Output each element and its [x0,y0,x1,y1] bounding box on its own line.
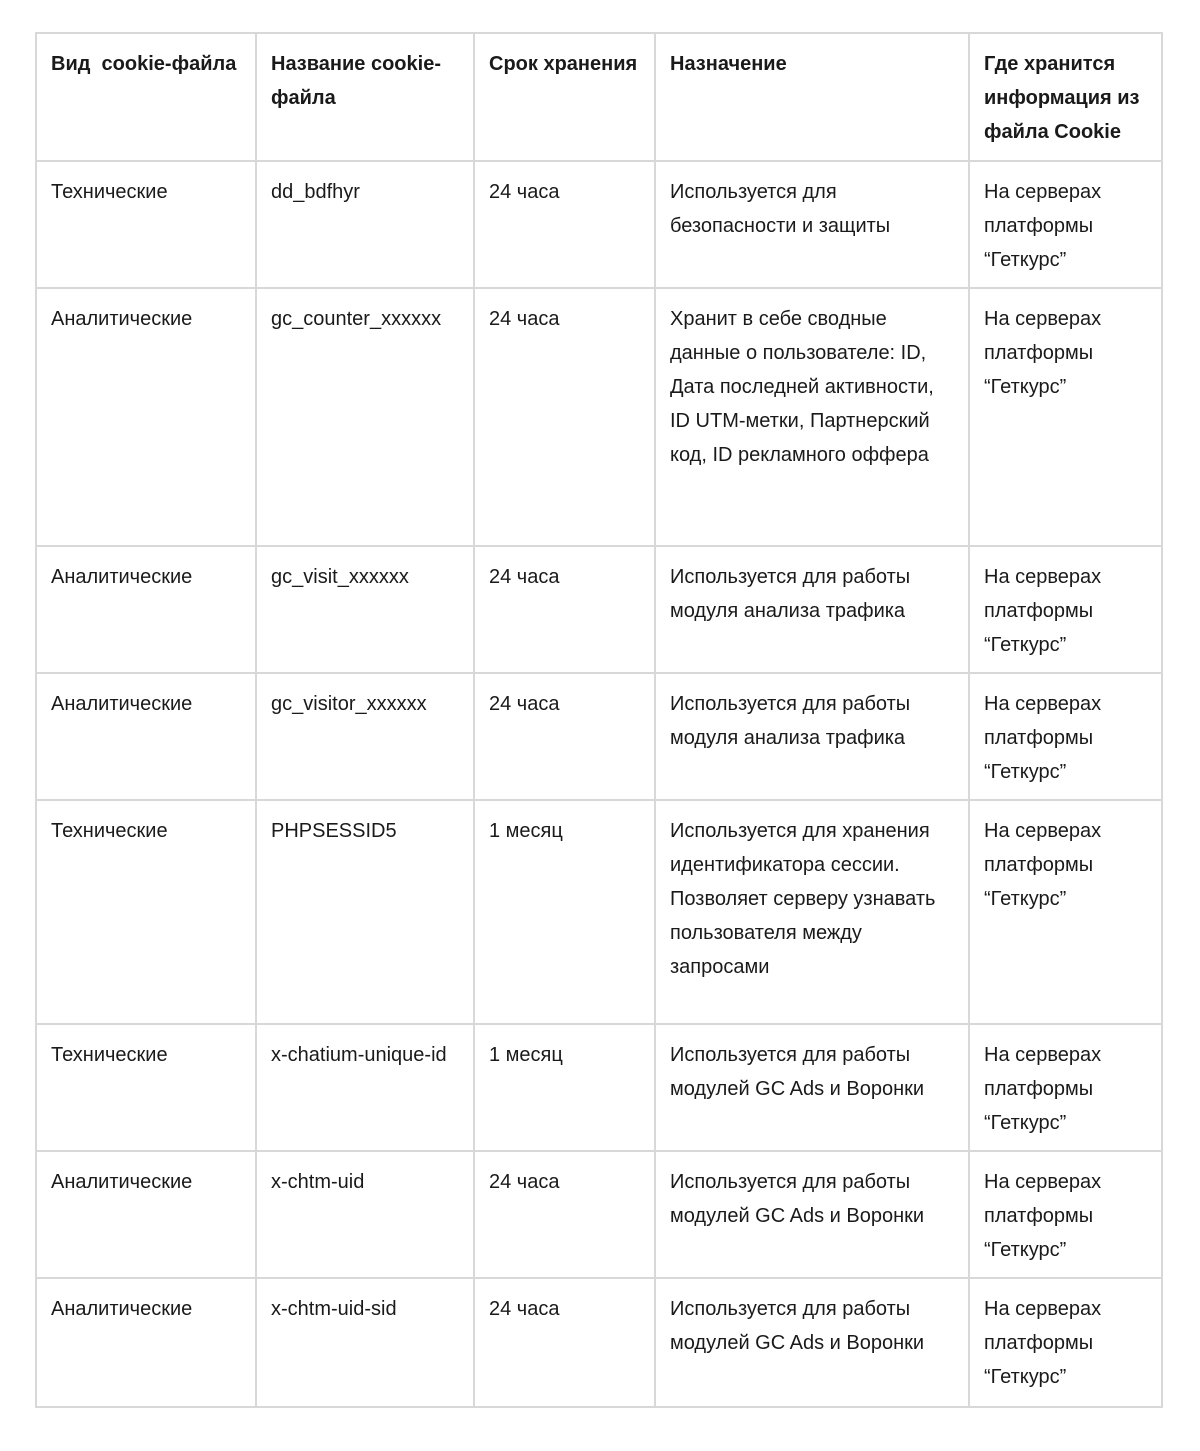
cell-cookie-type: Аналитические [36,546,256,673]
cell-cookie-name: dd_bdfhyr [256,161,474,288]
cell-purpose: Используется для работы модуля анализа трафика [655,673,969,800]
table-row [36,161,1162,288]
cell-retention-period: 24 часа [474,673,655,800]
cell-cookie-type: Аналитические [36,1151,256,1278]
table-header-row [36,33,1162,161]
cell-storage-location: На серверах платформы “Геткурс” [969,161,1162,288]
cell-cookie-type: Аналитические [36,1278,256,1407]
cell-cookie-name: x-chtm-uid [256,1151,474,1278]
cell-cookie-type: Аналитические [36,288,256,546]
cell-retention-period: 1 месяц [474,1024,655,1151]
cell-purpose: Используется для хранения идентификатора сессии. Позволяет серверу узнавать пользователя между запросами [655,800,969,1024]
header-purpose: Назначение [655,33,969,161]
table-row [36,800,1162,1024]
cell-purpose: Используется для работы модулей GC Ads и Воронки [655,1151,969,1278]
cell-storage-location: На серверах платформы “Геткурс” [969,800,1162,1024]
header-retention-period: Срок хранения [474,33,655,161]
cell-cookie-name: x-chtm-uid-sid [256,1278,474,1407]
cell-retention-period: 24 часа [474,161,655,288]
cell-purpose: Используется для работы модуля анализа трафика [655,546,969,673]
cell-storage-location: На серверах платформы “Геткурс” [969,1151,1162,1278]
cell-storage-location: На серверах платформы “Геткурс” [969,1278,1162,1407]
cell-storage-location: На серверах платформы “Геткурс” [969,1024,1162,1151]
cell-purpose: Используется для работы модулей GC Ads и Воронки [655,1278,969,1407]
cell-storage-location: На серверах платформы “Геткурс” [969,288,1162,546]
header-cookie-type: Вид cookie-файла [36,33,256,161]
cell-retention-period: 24 часа [474,546,655,673]
cookie-table [35,32,1163,1408]
cell-cookie-name: PHPSESSID5 [256,800,474,1024]
table-row [36,1151,1162,1278]
header-cookie-name: Название cookie-файла [256,33,474,161]
cell-purpose: Используется для работы модулей GC Ads и Воронки [655,1024,969,1151]
table-row [36,1278,1162,1407]
cell-cookie-name: x-chatium-unique-id [256,1024,474,1151]
cell-storage-location: На серверах платформы “Геткурс” [969,546,1162,673]
cell-cookie-name: gc_counter_xxxxxx [256,288,474,546]
header-storage-location: Где хранится информация из файла Cookie [969,33,1162,161]
cell-storage-location: На серверах платформы “Геткурс” [969,673,1162,800]
table-row [36,546,1162,673]
cell-cookie-type: Технические [36,161,256,288]
cell-retention-period: 1 месяц [474,800,655,1024]
table-row [36,1024,1162,1151]
cell-cookie-type: Технические [36,800,256,1024]
table-row [36,673,1162,800]
table-row [36,288,1162,546]
cell-purpose: Используется для безопасности и защиты [655,161,969,288]
cell-cookie-type: Аналитические [36,673,256,800]
cell-retention-period: 24 часа [474,1151,655,1278]
cell-cookie-name: gc_visit_xxxxxx [256,546,474,673]
cell-retention-period: 24 часа [474,288,655,546]
cell-cookie-name: gc_visitor_xxxxxx [256,673,474,800]
cell-retention-period: 24 часа [474,1278,655,1407]
cell-purpose: Хранит в себе сводные данные о пользователе: ID, Дата последней активности, ID UTM-метки, Партнерский код, ID рекламного оффера [655,288,969,546]
cell-cookie-type: Технические [36,1024,256,1151]
